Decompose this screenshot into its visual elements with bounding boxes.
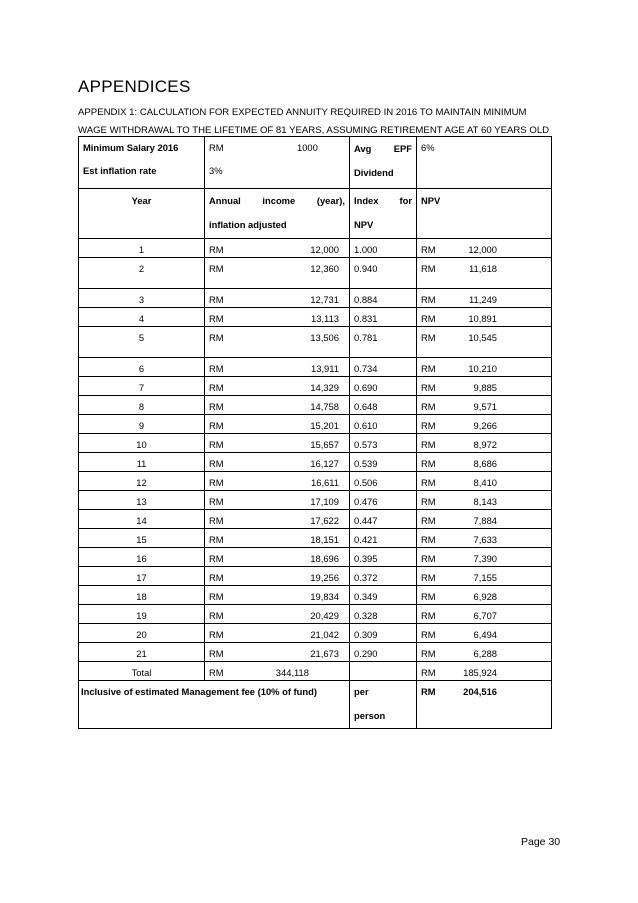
currency-label: RM <box>209 439 224 450</box>
currency-label: RM <box>421 263 436 274</box>
index-cell: 0.506 <box>354 477 378 488</box>
income-cell <box>205 434 350 453</box>
amount-value: 8,686 <box>473 458 497 469</box>
col-index: Index for NPV <box>354 195 412 230</box>
amount-value: 15,657 <box>310 439 339 450</box>
currency-label: RM <box>421 553 436 564</box>
column-header-row <box>79 189 552 239</box>
year-cell: 14 <box>136 515 147 526</box>
npv-cell <box>417 453 552 472</box>
table-row <box>79 586 552 605</box>
currency-label: RM <box>209 363 224 374</box>
currency-label: RM <box>421 591 436 602</box>
npv-cell <box>417 377 552 396</box>
currency-label: RM <box>209 591 224 602</box>
index-cell: 0.395 <box>354 553 378 564</box>
currency-label: RM <box>209 244 224 255</box>
npv-cell <box>417 510 552 529</box>
npv-cell <box>417 643 552 662</box>
currency-label: RM <box>209 263 224 274</box>
table-row <box>79 453 552 472</box>
amount-value: 11,618 <box>469 263 497 274</box>
table-row <box>79 327 552 358</box>
npv-cell <box>417 289 552 308</box>
income-cell <box>205 529 350 548</box>
income-cell <box>205 567 350 586</box>
income-cell <box>205 327 350 358</box>
currency-label: RM <box>209 534 224 545</box>
currency-label: RM <box>209 553 224 564</box>
amount-value: 10,210 <box>468 363 497 374</box>
year-cell: 20 <box>136 629 147 640</box>
amount-value: 12,000 <box>310 244 339 255</box>
col-income: Annual income (year), inflation adjusted <box>209 195 345 230</box>
currency-label: RM <box>421 686 436 697</box>
year-cell: 18 <box>136 591 147 602</box>
npv-cell <box>417 472 552 491</box>
fee-npv-cell <box>417 681 552 729</box>
income-cell <box>205 453 350 472</box>
income-cell <box>205 643 350 662</box>
currency-label: RM <box>421 515 436 526</box>
params-row <box>79 137 552 189</box>
npv-cell <box>417 586 552 605</box>
year-cell: 12 <box>136 477 147 488</box>
income-cell <box>205 415 350 434</box>
currency-label: RM <box>421 572 436 583</box>
col-npv: NPV <box>421 195 441 206</box>
year-cell: 3 <box>138 294 145 305</box>
min-salary-label: Minimum Salary 2016 <box>83 142 179 153</box>
currency-label: RM <box>209 648 224 659</box>
amount-value: 17,109 <box>310 496 339 507</box>
amount-value: 18,151 <box>310 534 339 545</box>
income-cell <box>205 358 350 377</box>
inflation-value: 3% <box>209 165 223 176</box>
amount-value: 12,360 <box>310 263 339 274</box>
table-row <box>79 289 552 308</box>
currency-label: RM <box>209 313 224 324</box>
amount-value: 10,545 <box>468 332 497 343</box>
currency-label: RM <box>209 515 224 526</box>
npv-cell <box>417 548 552 567</box>
amount-value: 12,731 <box>310 294 339 305</box>
index-cell: 0.648 <box>354 401 378 412</box>
amount-value: 14,329 <box>310 382 339 393</box>
table-row <box>79 548 552 567</box>
currency-label: RM <box>421 401 436 412</box>
amount-value: 21,042 <box>310 629 339 640</box>
index-cell: 0.884 <box>354 294 378 305</box>
currency-label: RM <box>421 244 436 255</box>
index-cell: 0.349 <box>354 591 378 602</box>
table-row <box>79 258 552 289</box>
inflation-label: Est inflation rate <box>83 165 157 176</box>
table-row <box>79 358 552 377</box>
table-row <box>79 415 552 434</box>
income-cell <box>205 624 350 643</box>
currency-label: RM <box>209 294 224 305</box>
currency-label: RM <box>421 332 436 343</box>
index-cell: 0.690 <box>354 382 378 393</box>
year-cell: 7 <box>138 382 145 393</box>
npv-cell <box>417 529 552 548</box>
index-cell: 0.573 <box>354 439 378 450</box>
management-fee-row <box>79 681 552 729</box>
year-cell: 19 <box>136 610 147 621</box>
min-salary-currency: RM <box>209 142 224 153</box>
currency-label: RM <box>421 629 436 640</box>
currency-label: RM <box>421 313 436 324</box>
income-cell <box>205 586 350 605</box>
total-income-cell <box>205 662 350 681</box>
income-cell <box>205 308 350 327</box>
table-row <box>79 472 552 491</box>
income-cell <box>205 239 350 258</box>
income-cell <box>205 605 350 624</box>
currency-label: RM <box>421 382 436 393</box>
currency-label: RM <box>421 363 436 374</box>
epf-label: Avg EPF Dividend <box>354 143 412 178</box>
amount-value: 12,000 <box>468 244 497 255</box>
year-cell: 17 <box>136 572 147 583</box>
index-cell: 0.447 <box>354 515 378 526</box>
amount-value: 9,266 <box>473 420 497 431</box>
table-row <box>79 643 552 662</box>
npv-cell <box>417 327 552 358</box>
currency-label: RM <box>209 332 224 343</box>
currency-label: RM <box>421 439 436 450</box>
amount-value: 6,494 <box>473 629 497 640</box>
currency-label: RM <box>421 477 436 488</box>
table-row <box>79 510 552 529</box>
year-cell: 4 <box>138 313 145 324</box>
amount-value: 13,113 <box>311 313 339 324</box>
annuity-table <box>78 136 552 729</box>
table-row <box>79 529 552 548</box>
epf-value: 6% <box>421 142 435 153</box>
per-person-label: per person <box>354 686 386 721</box>
amount-value: 7,633 <box>473 534 497 545</box>
index-cell: 0.290 <box>354 648 378 659</box>
year-cell: 2 <box>138 263 145 274</box>
npv-cell <box>417 396 552 415</box>
npv-cell <box>417 415 552 434</box>
amount-value: 16,127 <box>310 458 339 469</box>
currency-label: RM <box>421 458 436 469</box>
income-cell <box>205 396 350 415</box>
currency-label: RM <box>421 648 436 659</box>
amount-value: 16,611 <box>311 477 339 488</box>
amount-value: 204,516 <box>463 686 497 697</box>
col-year: Year <box>131 195 152 206</box>
year-cell: 5 <box>138 332 145 343</box>
npv-cell <box>417 567 552 586</box>
year-cell: 16 <box>136 553 147 564</box>
amount-value: 8,972 <box>473 439 497 450</box>
table-row <box>79 624 552 643</box>
table-row <box>79 308 552 327</box>
total-label: Total <box>131 667 152 678</box>
amount-value: 9,571 <box>473 401 497 412</box>
page-heading: APPENDICES <box>78 77 191 96</box>
index-cell: 0.940 <box>354 263 378 274</box>
amount-value: 344,118 <box>275 667 309 678</box>
table-row <box>79 434 552 453</box>
amount-value: 21,673 <box>310 648 339 659</box>
index-cell: 0.831 <box>354 313 378 324</box>
currency-label: RM <box>421 610 436 621</box>
income-cell <box>205 472 350 491</box>
table-row <box>79 491 552 510</box>
npv-cell <box>417 605 552 624</box>
amount-value: 7,155 <box>473 572 497 583</box>
year-cell: 13 <box>136 496 147 507</box>
income-cell <box>205 548 350 567</box>
year-cell: 8 <box>138 401 145 412</box>
year-cell: 15 <box>136 534 147 545</box>
currency-label: RM <box>209 401 224 412</box>
index-cell: 0.781 <box>354 332 378 343</box>
index-cell: 0.539 <box>354 458 378 469</box>
total-row <box>79 662 552 681</box>
currency-label: RM <box>421 420 436 431</box>
amount-value: 19,834 <box>310 591 339 602</box>
amount-value: 13,911 <box>311 363 339 374</box>
min-salary-value: 1000 <box>297 142 318 153</box>
npv-cell <box>417 434 552 453</box>
table-row <box>79 567 552 586</box>
currency-label: RM <box>209 382 224 393</box>
index-cell: 1.000 <box>354 244 378 255</box>
amount-value: 15,201 <box>310 420 339 431</box>
table-row <box>79 605 552 624</box>
index-cell: 0.421 <box>354 534 378 545</box>
amount-value: 6,288 <box>473 648 497 659</box>
page-number: Page 30 <box>521 836 561 848</box>
income-cell <box>205 258 350 289</box>
year-cell: 11 <box>136 458 147 469</box>
amount-value: 11,249 <box>469 294 497 305</box>
year-cell: 10 <box>136 439 147 450</box>
npv-cell <box>417 308 552 327</box>
currency-label: RM <box>209 629 224 640</box>
income-cell <box>205 377 350 396</box>
currency-label: RM <box>209 667 224 678</box>
npv-cell <box>417 491 552 510</box>
currency-label: RM <box>421 496 436 507</box>
currency-label: RM <box>209 420 224 431</box>
table-row <box>79 396 552 415</box>
index-cell: 0.309 <box>354 629 378 640</box>
year-cell: 6 <box>138 363 145 374</box>
amount-value: 19,256 <box>310 572 339 583</box>
currency-label: RM <box>421 294 436 305</box>
year-cell: 1 <box>138 244 145 255</box>
amount-value: 10,891 <box>468 313 497 324</box>
npv-cell <box>417 239 552 258</box>
currency-label: RM <box>209 496 224 507</box>
amount-value: 6,928 <box>473 591 497 602</box>
currency-label: RM <box>421 667 436 678</box>
table-row <box>79 377 552 396</box>
income-cell <box>205 510 350 529</box>
table-row <box>79 239 552 258</box>
amount-value: 14,758 <box>310 401 339 412</box>
amount-value: 17,622 <box>310 515 339 526</box>
index-cell: 0.734 <box>354 363 378 374</box>
amount-value: 8,410 <box>473 477 497 488</box>
amount-value: 7,884 <box>473 515 497 526</box>
index-cell: 0.610 <box>354 420 378 431</box>
amount-value: 18,696 <box>310 553 339 564</box>
amount-value: 7,390 <box>473 553 497 564</box>
index-cell: 0.476 <box>354 496 378 507</box>
npv-cell <box>417 624 552 643</box>
year-cell: 21 <box>136 648 147 659</box>
year-cell: 9 <box>138 420 145 431</box>
management-fee-label: Inclusive of estimated Management fee (10% of fund) <box>81 686 317 697</box>
amount-value: 9,885 <box>473 382 497 393</box>
currency-label: RM <box>209 458 224 469</box>
amount-value: 20,429 <box>310 610 339 621</box>
currency-label: RM <box>209 477 224 488</box>
npv-cell <box>417 358 552 377</box>
index-cell: 0.372 <box>354 572 378 583</box>
total-npv-cell <box>417 662 552 681</box>
index-cell: 0.328 <box>354 610 378 621</box>
amount-value: 13,506 <box>310 332 339 343</box>
appendix-subtitle: APPENDIX 1: CALCULATION FOR EXPECTED ANNUITY REQUIRED IN 2016 TO MAINTAIN MINIMUM WAGE WITHDRAWAL TO THE LIFETIME OF 81 YEARS, ASSUMING RETIREMENT AGE AT 60 YEARS OLD <box>78 107 550 136</box>
currency-label: RM <box>209 610 224 621</box>
amount-value: 6,707 <box>473 610 497 621</box>
income-cell <box>205 289 350 308</box>
income-cell <box>205 491 350 510</box>
npv-cell <box>417 258 552 289</box>
currency-label: RM <box>209 572 224 583</box>
currency-label: RM <box>421 534 436 545</box>
amount-value: 8,143 <box>473 496 497 507</box>
amount-value: 185,924 <box>463 667 497 678</box>
